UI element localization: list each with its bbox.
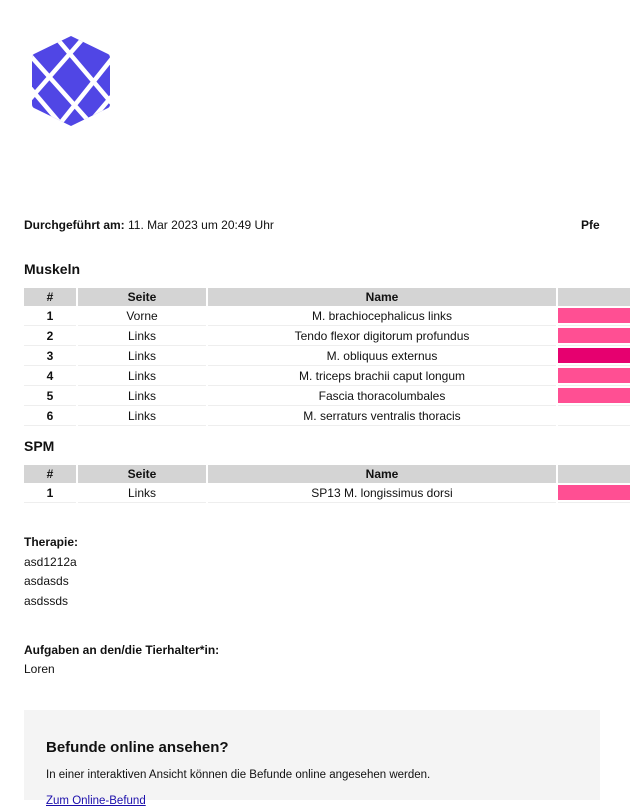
row-side: Links bbox=[78, 326, 206, 346]
row-color bbox=[558, 406, 630, 426]
row-num: 3 bbox=[24, 346, 76, 366]
color-swatch bbox=[558, 408, 630, 423]
col-num-header: # bbox=[24, 465, 76, 483]
row-side: Links bbox=[78, 386, 206, 406]
color-swatch bbox=[558, 485, 630, 500]
row-num: 1 bbox=[24, 483, 76, 503]
therapy-line: asdssds bbox=[24, 594, 69, 608]
row-num: 2 bbox=[24, 326, 76, 346]
row-name: Tendo flexor digitorum profundus bbox=[208, 326, 556, 346]
col-num-header: # bbox=[24, 288, 76, 306]
table-row bbox=[24, 326, 630, 346]
row-num: 6 bbox=[24, 406, 76, 426]
row-side: Links bbox=[78, 406, 206, 426]
online-findings-title: Befunde online ansehen? bbox=[46, 739, 229, 756]
hexagon-logo-icon bbox=[30, 32, 112, 130]
table-header-row bbox=[24, 288, 630, 306]
row-side: Links bbox=[78, 346, 206, 366]
muscles-table bbox=[22, 288, 632, 426]
color-swatch bbox=[558, 328, 630, 343]
row-color bbox=[558, 346, 630, 366]
online-findings-link[interactable]: Zum Online-Befund bbox=[46, 795, 146, 807]
therapy-line: asd1212a bbox=[24, 555, 77, 569]
row-name: M. brachiocephalicus links bbox=[208, 306, 556, 326]
table-row bbox=[24, 483, 630, 503]
row-name: SP13 M. longissimus dorsi bbox=[208, 483, 556, 503]
table-row bbox=[24, 406, 630, 426]
color-swatch bbox=[558, 308, 630, 323]
col-side-header: Seite bbox=[78, 465, 206, 483]
performed-label: Durchgeführt am: bbox=[24, 218, 125, 232]
row-color bbox=[558, 483, 630, 503]
row-num: 5 bbox=[24, 386, 76, 406]
online-findings-box bbox=[24, 710, 600, 807]
performed-date bbox=[24, 218, 274, 232]
spm-table bbox=[22, 465, 632, 503]
table-row bbox=[24, 366, 630, 386]
row-name: M. obliquus externus bbox=[208, 346, 556, 366]
col-name-header: Name bbox=[208, 288, 556, 306]
truncated-right-label: Pfe bbox=[581, 218, 600, 232]
spm-title: SPM bbox=[24, 438, 55, 454]
table-row bbox=[24, 386, 630, 406]
table-row bbox=[24, 346, 630, 366]
online-findings-text: In einer interaktiven Ansicht können die Befunde online angesehen werden. bbox=[46, 769, 431, 781]
color-swatch bbox=[558, 388, 630, 403]
muscles-title: Muskeln bbox=[24, 261, 81, 277]
row-name: Fascia thoracolumbales bbox=[208, 386, 556, 406]
row-name: M. triceps brachii caput longum bbox=[208, 366, 556, 386]
row-num: 4 bbox=[24, 366, 76, 386]
therapy-label: Therapie: bbox=[24, 535, 79, 549]
row-side: Vorne bbox=[78, 306, 206, 326]
performed-value: 11. Mar 2023 um 20:49 Uhr bbox=[128, 218, 274, 232]
col-color-header bbox=[558, 288, 630, 306]
table-header-row bbox=[24, 465, 630, 483]
col-color-header bbox=[558, 465, 630, 483]
row-side: Links bbox=[78, 366, 206, 386]
row-color bbox=[558, 326, 630, 346]
table-row bbox=[24, 306, 630, 326]
row-color bbox=[558, 366, 630, 386]
color-swatch bbox=[558, 368, 630, 383]
row-side: Links bbox=[78, 483, 206, 503]
col-side-header: Seite bbox=[78, 288, 206, 306]
color-swatch bbox=[558, 348, 630, 363]
tasks-line: Loren bbox=[24, 662, 55, 676]
row-color bbox=[558, 386, 630, 406]
row-num: 1 bbox=[24, 306, 76, 326]
col-name-header: Name bbox=[208, 465, 556, 483]
therapy-line: asdasds bbox=[24, 574, 69, 588]
row-name: M. serraturs ventralis thoracis bbox=[208, 406, 556, 426]
tasks-label: Aufgaben an den/die Tierhalter*in: bbox=[24, 643, 220, 657]
logo-fill bbox=[30, 32, 112, 130]
row-color bbox=[558, 306, 630, 326]
